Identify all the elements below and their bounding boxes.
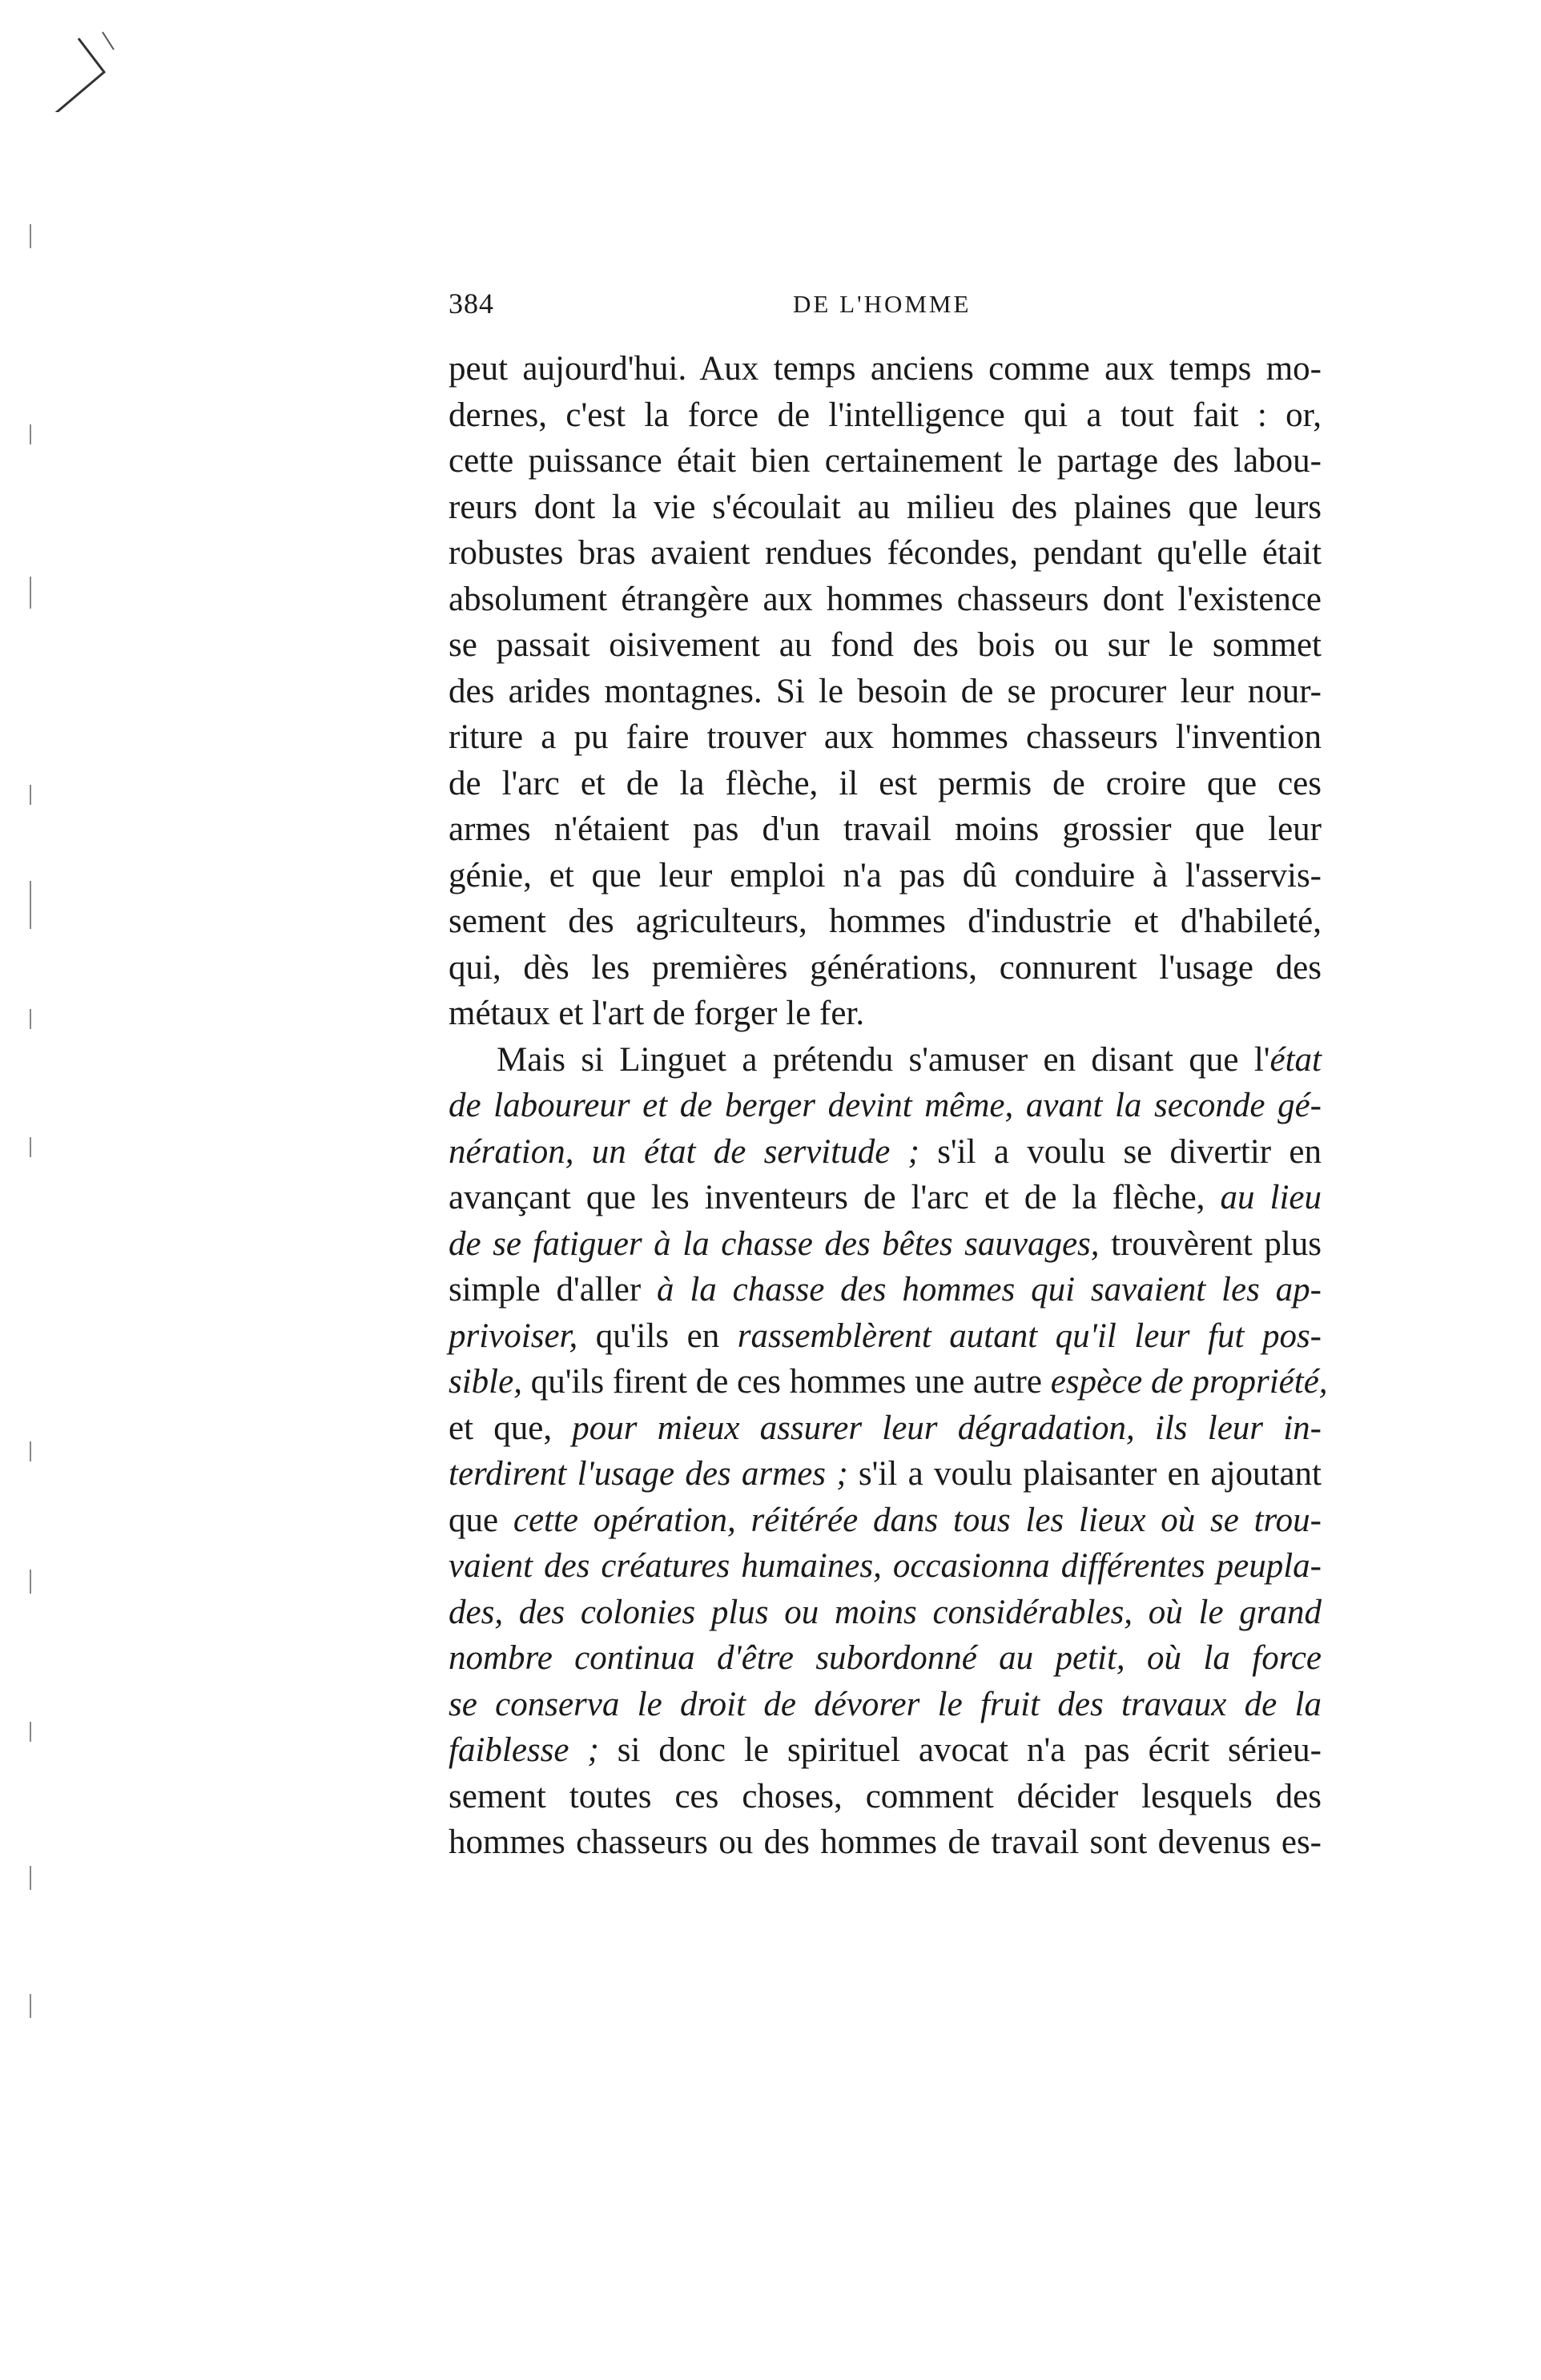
text-line: peut aujourd'hui. Aux temps anciens comme aux temps mo- [449, 350, 1322, 388]
text-line: absolument étrangère aux hommes chasseurs dont l'existence [449, 580, 1322, 618]
page-number: 384 [449, 287, 494, 320]
text-line: privoiser, qu'ils en rassemblèrent autant qu'il leur fut pos- [449, 1317, 1322, 1355]
page-header [449, 287, 1322, 327]
corner-fold-mark [24, 16, 120, 112]
text-line: nération, un état de servitude ; s'il a voulu se divertir en [449, 1132, 1322, 1171]
text-line: sement toutes ces choses, comment décider lesquels des [449, 1777, 1322, 1815]
text-line: reurs dont la vie s'écoulait au milieu des plaines que leurs [449, 488, 1322, 526]
text-line: de se fatiguer à la chasse des bêtes sauvages, trouvèrent plus [449, 1224, 1322, 1263]
text-line: avançant que les inventeurs de l'arc et de la flèche, au lieu [449, 1179, 1322, 1216]
text-line: vaient des créatures humaines, occasionna différentes peupla- [449, 1547, 1322, 1585]
text-line: faiblesse ; si donc le spirituel avocat n'a pas écrit sérieu- [449, 1731, 1322, 1769]
text-line: simple d'aller à la chasse des hommes qui savaient les ap- [449, 1271, 1322, 1309]
text-line: cette puissance était bien certainement le partage des labou- [449, 442, 1322, 480]
running-head: DE L'HOMME [793, 290, 972, 318]
binding-edge-marks [24, 160, 40, 2082]
text-line: terdirent l'usage des armes ; s'il a voulu plaisanter en ajoutant [449, 1455, 1322, 1493]
text-line: métaux et l'art de forger le fer. [449, 995, 865, 1032]
text-line: sement des agriculteurs, hommes d'industrie et d'habileté, [449, 903, 1322, 940]
text-line: et que, pour mieux assurer leur dégradation, ils leur in- [449, 1409, 1322, 1447]
text-line: se conserva le droit de dévorer le fruit des travaux de la [449, 1685, 1322, 1723]
text-line: nombre continua d'être subordonné au petit, où la force [449, 1639, 1322, 1677]
text-line: que cette opération, réitérée dans tous les lieux où se trou- [449, 1501, 1322, 1539]
text-line: qui, dès les premières générations, connurent l'usage des [449, 948, 1322, 987]
body-text [449, 346, 1328, 1866]
text-line: robustes bras avaient rendues fécondes, pendant qu'elle était [449, 534, 1322, 572]
text-line: des arides montagnes. Si le besoin de se procurer leur nour- [449, 672, 1322, 710]
text-line: de l'arc et de la flèche, il est permis de croire que ces [449, 764, 1322, 802]
text-line: hommes chasseurs ou des hommes de travail sont devenus es- [449, 1823, 1322, 1861]
text-line: armes n'étaient pas d'un travail moins grossier que leur [449, 810, 1322, 848]
text-line: se passait oisivement au fond des bois ou sur le sommet [449, 626, 1322, 664]
text-line: de laboureur et de berger devint même, avant la seconde gé- [449, 1087, 1322, 1124]
text-line: dernes, c'est la force de l'intelligence qui a tout fait : or, [449, 396, 1322, 434]
text-line: Mais si Linguet a prétendu s'amuser en disant que l'état [497, 1040, 1322, 1079]
text-line: des, des colonies plus ou moins considérables, où le grand [449, 1593, 1322, 1631]
text-line: génie, et que leur emploi n'a pas dû conduire à l'asservis- [449, 856, 1322, 895]
text-line: sible, qu'ils firent de ces hommes une autre espèce de propriété, [449, 1363, 1328, 1401]
text-line: riture a pu faire trouver aux hommes chasseurs l'invention [449, 718, 1322, 756]
